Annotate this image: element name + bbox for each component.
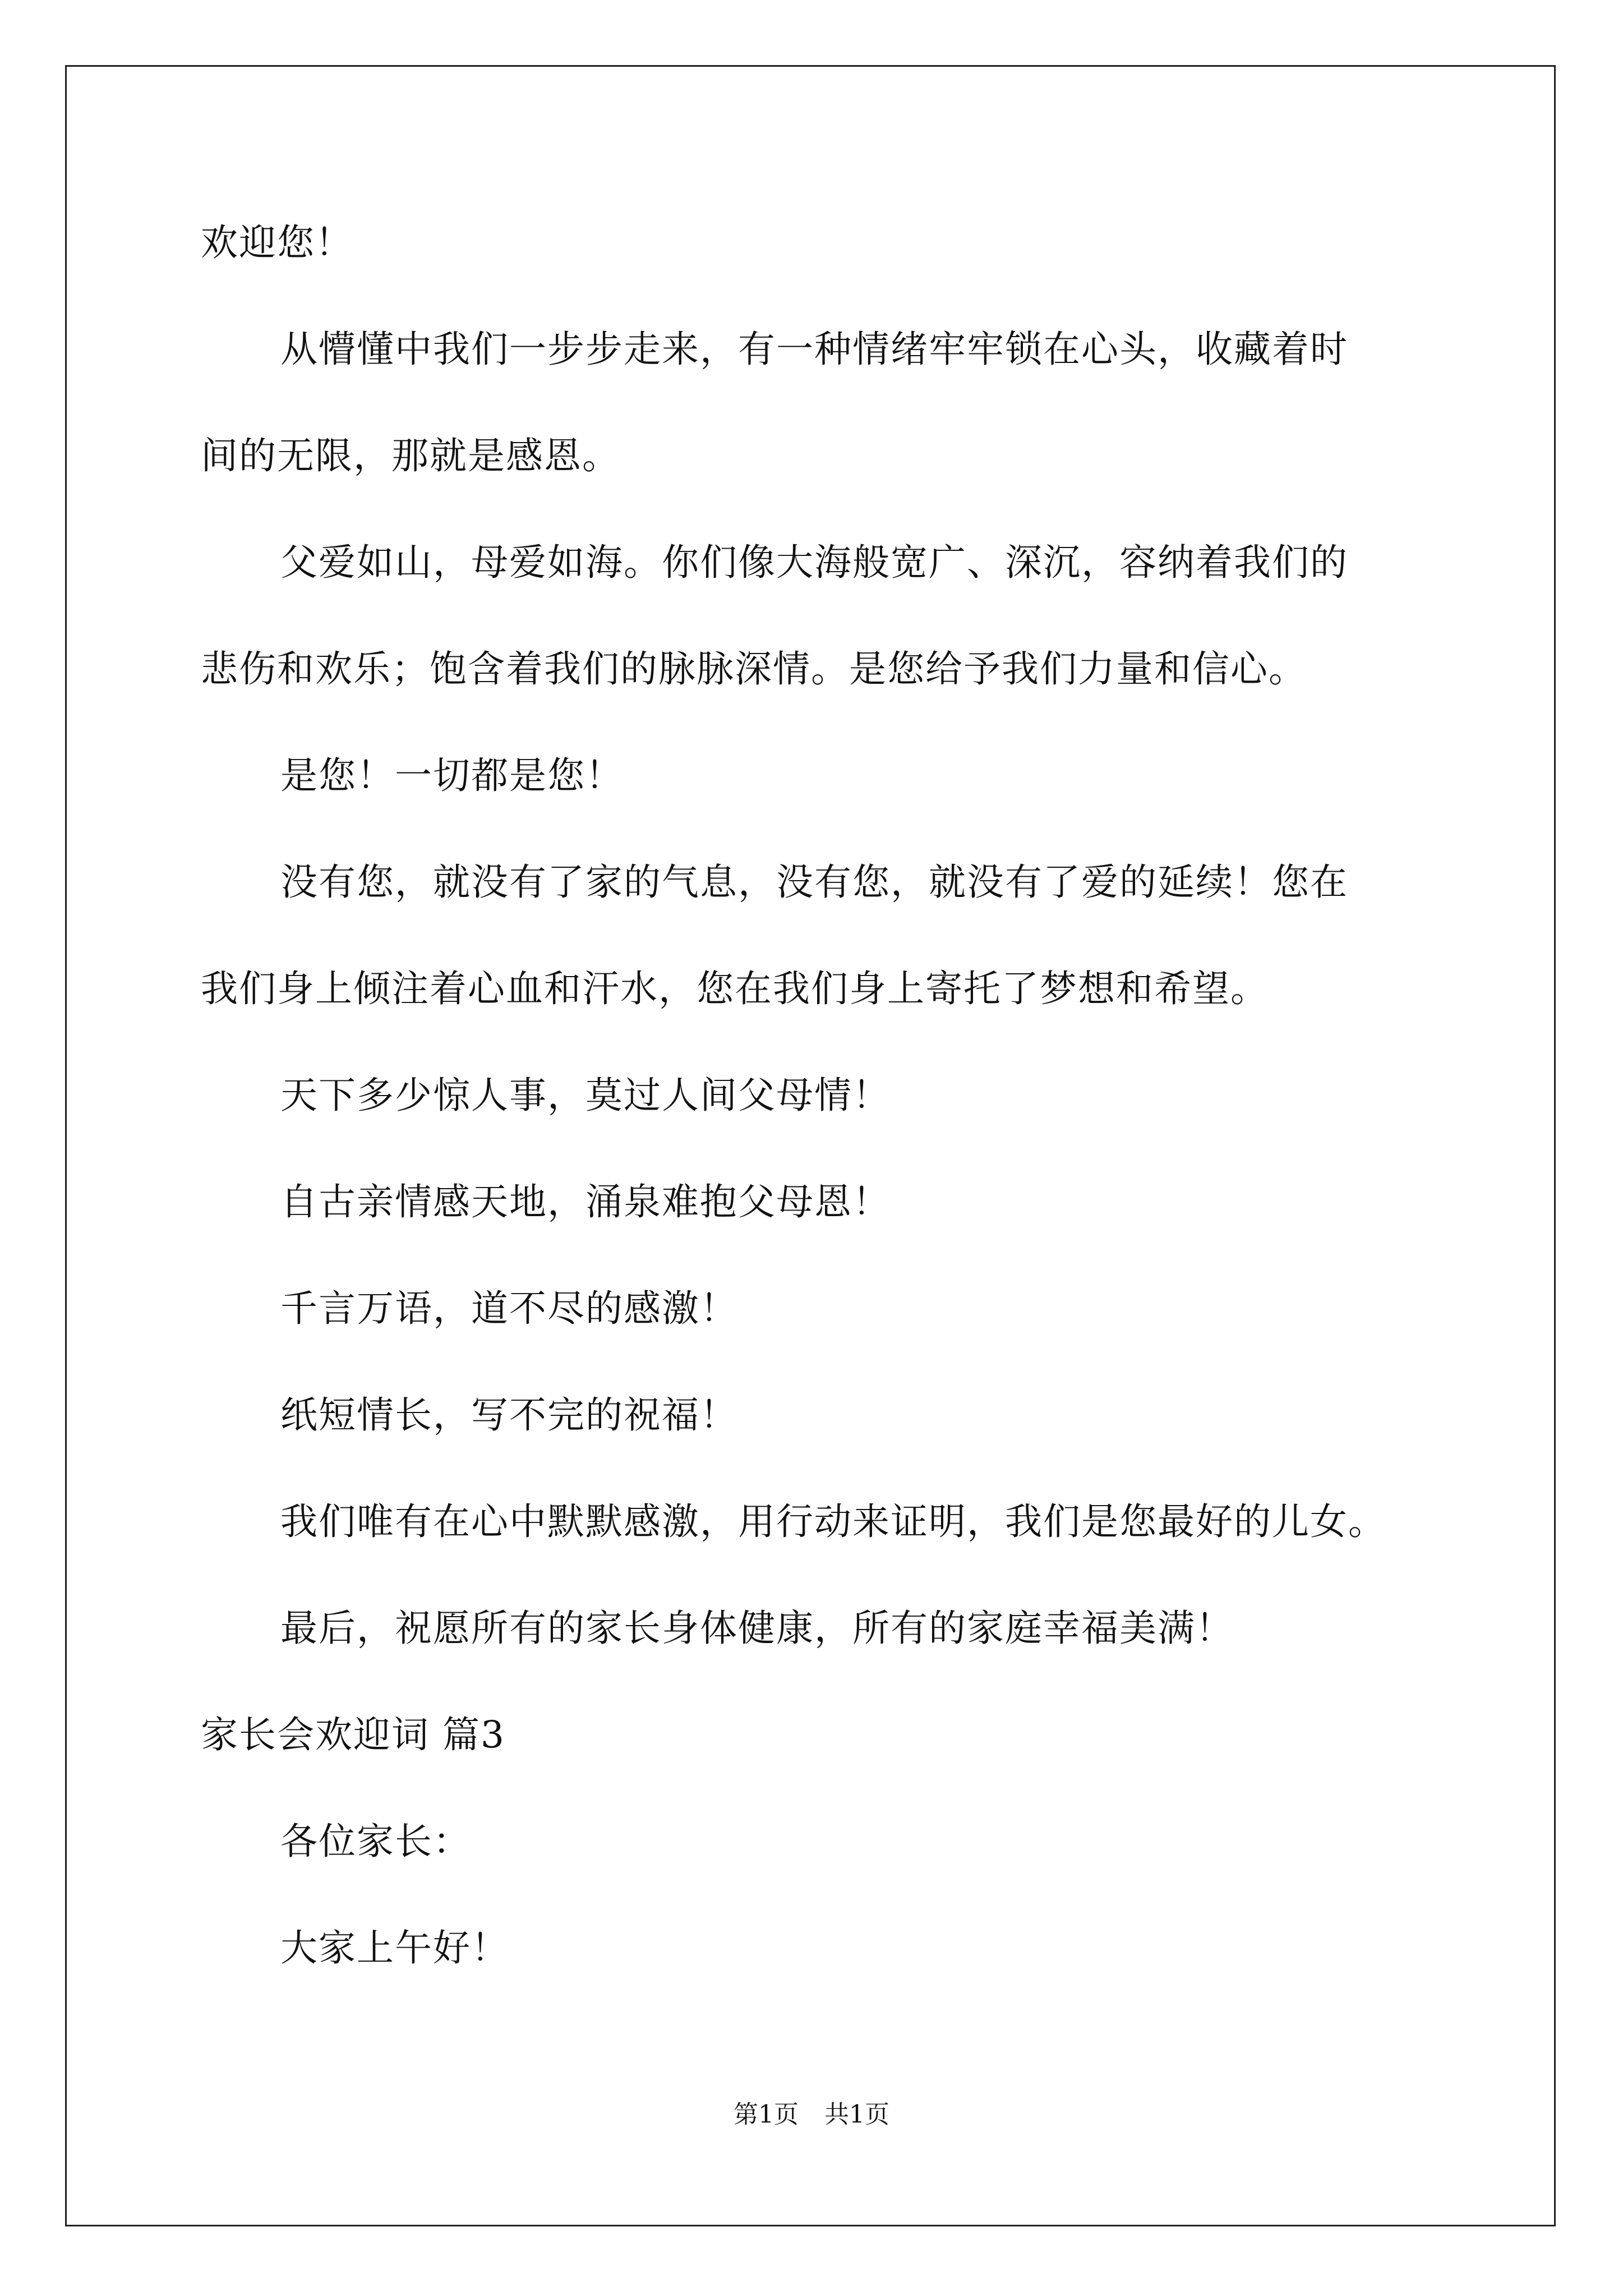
paragraph-line: 父爱如山，母爱如海。你们像大海般宽广、深沉，容纳着我们的 bbox=[280, 541, 1348, 584]
paragraph-line: 天下多少惊人事，莫过人间父母情！ bbox=[280, 1074, 891, 1117]
paragraph-line: 千言万语，道不尽的感激！ bbox=[280, 1287, 738, 1330]
paragraph-line: 从懵懂中我们一步步走来，有一种情绪牢牢锁在心头，收藏着时 bbox=[280, 328, 1348, 371]
page-number: 第1页 bbox=[734, 2100, 799, 2129]
text-line: 我们身上倾注着心血和汗水，您在我们身上寄托了梦想和希望。 bbox=[201, 967, 1269, 1010]
text-line: 欢迎您！ bbox=[201, 221, 353, 264]
paragraph-line: 自古亲情感天地，涌泉难抱父母恩！ bbox=[280, 1180, 891, 1223]
paragraph-line: 没有您，就没有了家的气息，没有您，就没有了爱的延续！您在 bbox=[280, 861, 1348, 904]
page-total: 共1页 bbox=[824, 2100, 889, 2129]
paragraph-line: 大家上午好！ bbox=[280, 1926, 509, 1970]
paragraph-line: 我们唯有在心中默默感激，用行动来证明，我们是您最好的儿女。 bbox=[280, 1500, 1386, 1543]
paragraph-line: 纸短情长，写不完的祝福！ bbox=[280, 1393, 738, 1437]
paragraph-line: 是您！一切都是您！ bbox=[280, 754, 624, 797]
page-border bbox=[65, 65, 1556, 2226]
text-line: 间的无限，那就是感恩。 bbox=[201, 434, 620, 477]
page-footer bbox=[0, 2098, 1623, 2132]
text-line: 悲伤和欢乐；饱含着我们的脉脉深情。是您给予我们力量和信心。 bbox=[201, 647, 1307, 691]
section-heading: 家长会欢迎词 篇3 bbox=[201, 1713, 505, 1756]
paragraph-line: 最后，祝愿所有的家长身体健康，所有的家庭幸福美满！ bbox=[280, 1607, 1234, 1650]
paragraph-line: 各位家长： bbox=[280, 1820, 471, 1863]
